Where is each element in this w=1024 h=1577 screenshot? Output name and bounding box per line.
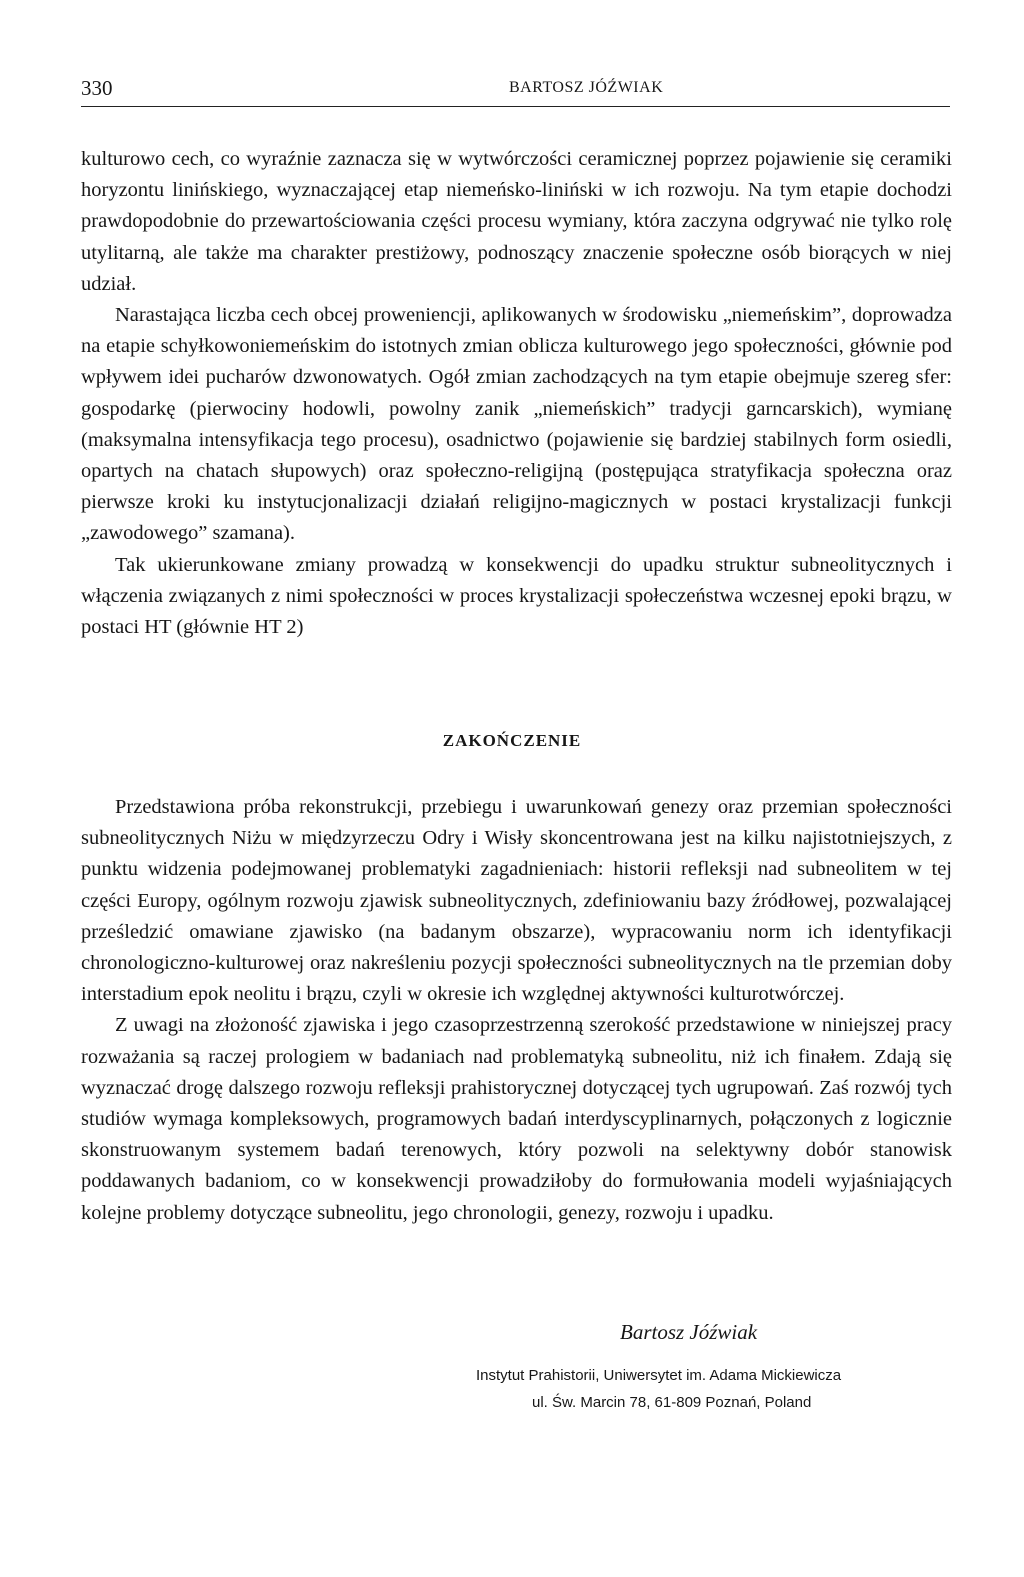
author-signature: Bartosz Jóźwiak (620, 1320, 758, 1344)
page-number: 330 (81, 76, 113, 100)
paragraph: Narastająca liczba cech obcej proweniencji, aplikowanych w środowisku „niemeńskim”, doprowadza na etapie schyłkowoniemeńskim do istotnych zmian oblicza kulturowego jego społeczności, głównie pod wpływem idei pucharów dzwonowatych. Ogół zmian zachodzących na tym etapie obejmuje szereg sfer: gospodarkę (pierwociny hodowli, powolny zanik „niemeńskich” tradycji garncarskich), wymianę (maksymalna intensyfikacja tego procesu), osadnictwo (pojawienie się bardziej stabilnych form osiedli, opartych na chatach słupowych) oraz społeczno-religijną (postępująca stratyfikacja społeczna oraz pierwsze kroki ku instytucjonalizacji działań religijno-magicznych w postaci krystalizacji funkcji „zawodowego” szamana). (81, 304, 952, 545)
section-heading: ZAKOŃCZENIE (442, 731, 582, 750)
affiliation-institute: Instytut Prahistorii, Uniwersytet im. Adama Mickiewicza (476, 1367, 842, 1384)
body-text (81, 144, 952, 643)
running-head (81, 76, 950, 107)
running-title: BARTOSZ JÓŹWIAK (509, 79, 664, 96)
conclusion-text (81, 792, 952, 1229)
paragraph: Z uwagi na złożoność zjawiska i jego czasoprzestrzenną szerokość przedstawione w niniejszej pracy rozważania są raczej prologiem w badaniach nad problematyką subneolitu, niż ich finałem. Zdają się wyznaczać drogę dalszego rozwoju refleksji prahistorycznej dotyczącej tych ugrupowań. Zaś rozwój tych studiów wymaga kompleksowych, programowych badań interdyscyplinarnych, połączonych z logicznie skonstruowanym systemem badań terenowych, który pozwoli na selektywny dobór stanowisk poddawanych badaniom, co w konsekwencji prowadziłoby do formułowania modeli wyjaśniających kolejne problemy dotyczące subneolitu, jego chronologii, genezy, rozwoju i upadku. (81, 1014, 952, 1224)
affiliation-address: ul. Św. Marcin 78, 61-809 Poznań, Poland (532, 1394, 812, 1411)
author-affiliation (476, 1362, 956, 1416)
paragraph: Tak ukierunkowane zmiany prowadzą w konsekwencji do upadku struktur subneolitycznych i włączenia związanych z nimi społeczności w proces krystalizacji społeczeństwa wczesnej epoki brązu, w postaci HT (głównie HT 2) (81, 553, 952, 639)
paragraph-continued: kulturowo cech, co wyraźnie zaznacza się w wytwórczości ceramicznej poprzez pojawienie się ceramiki horyzontu linińskiego, wyznaczającej etap niemeńsko-liniński w ich rozwoju. Na tym etapie dochodzi prawdopodobnie do przewartościowania części procesu wymiany, która zaczyna odgrywać nie tylko rolę utylitarną, ale także ma charakter prestiżowy, podnoszący znaczenie społeczne osób biorących w niej udział. (81, 148, 952, 295)
paragraph: Przedstawiona próba rekonstrukcji, przebiegu i uwarunkowań genezy oraz przemian społeczności subneolitycznych Niżu w międzyrzeczu Odry i Wisły skoncentrowana jest na kilku najistotniejszych, z punktu widzenia podejmowanej problematyki zagadnieniach: historii refleksji nad subneolitem w tej części Europy, ogólnym rozwoju zjawisk subneolitycznych, zdefiniowaniu bazy źródłowej, pozwalającej prześledzić omawiane zjawisko (na badanym obszarze), wypracowaniu norm ich identyfikacji chronologiczno-kulturowej oraz nakreśleniu pozycji społeczności subneolitycznych na tle przemian doby interstadium epok neolitu i brązu, czyli w okresie ich względnej aktywności kulturotwórczej. (81, 796, 952, 1006)
